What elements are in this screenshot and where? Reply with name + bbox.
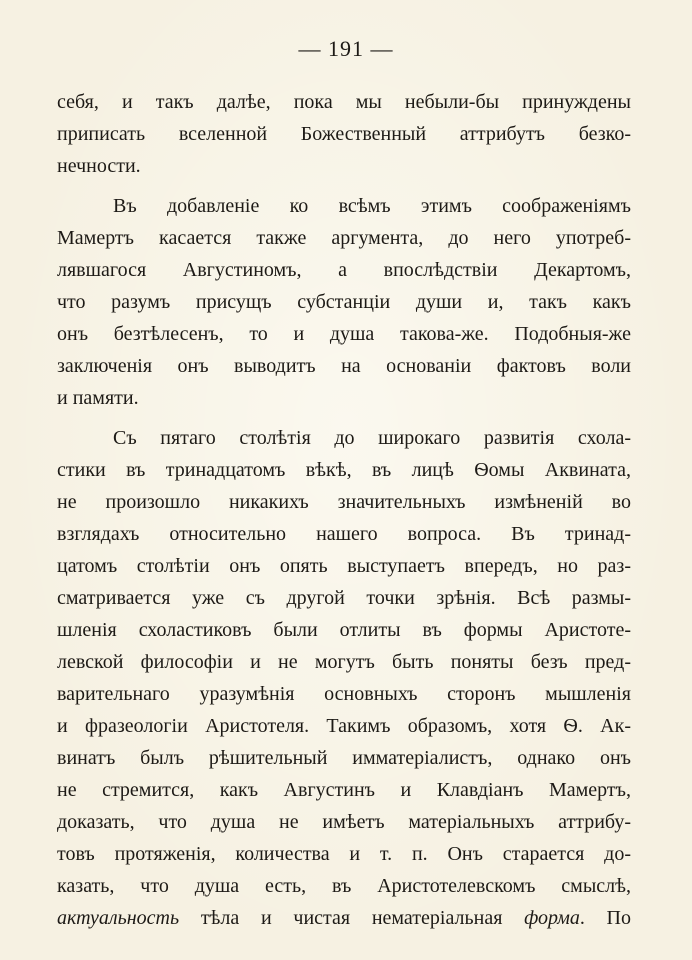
text-line: Съ пятаго столѣтія до широкаго развитія схола-	[113, 427, 631, 449]
text-line: себя, и такъ далѣе, пока мы небыли-бы принуждены	[57, 91, 631, 113]
text-line: варительнаго уразумѣнія основныхъ сторонъ мышленія	[57, 683, 631, 705]
text-line: и памяти.	[57, 387, 139, 409]
text-line: не стремится, какъ Августинъ и Клавдіанъ Мамертъ,	[57, 779, 631, 801]
paragraph-1	[57, 86, 631, 182]
text-line: лявшагося Августиномъ, а впослѣдствіи Декартомъ,	[57, 259, 631, 281]
text-line: нечности.	[57, 155, 141, 177]
text-line: винатъ былъ рѣшительный имматеріалистъ, однако онъ	[57, 747, 631, 769]
text-line: цатомъ столѣтіи онъ опять выступаетъ впередъ, но раз-	[57, 555, 631, 577]
page-number: — 191 —	[298, 36, 394, 61]
text-line: Въ добавленіе ко всѣмъ этимъ соображеніямъ	[113, 195, 631, 217]
text-line: товъ протяженія, количества и т. п. Онъ старается до-	[57, 843, 631, 865]
text-line: левской философіи и не могутъ быть поняты безъ пред-	[57, 651, 631, 673]
text-fragment: тѣла и чистая нематеріальная	[179, 907, 525, 929]
text-line: взглядахъ относительно нашего вопроса. Въ тринад-	[57, 523, 631, 545]
text-line: заключенія онъ выводитъ на основаніи фактовъ воли	[57, 355, 631, 377]
text-line: и фразеологіи Аристотеля. Такимъ образомъ, хотя Ѳ. Ак-	[57, 715, 631, 737]
text-line: шленія схоластиковъ были отлиты въ формы Аристоте-	[57, 619, 631, 641]
text-line: Мамертъ касается также аргумента, до него употреб-	[57, 227, 631, 249]
paragraph-2	[57, 190, 631, 414]
emphasized-term: форма	[524, 907, 580, 929]
text-line: доказать, что душа не имѣетъ матеріальныхъ аттрибу-	[57, 811, 631, 833]
text-line: стики въ тринадцатомъ вѣкѣ, въ лицѣ Ѳомы Аквината,	[57, 459, 631, 481]
text-line: не произошло никакихъ значительныхъ измѣненій во	[57, 491, 631, 513]
text-line: сматривается уже съ другой точки зрѣнія. Всѣ размы-	[57, 587, 631, 609]
text-line: что разумъ присущъ субстанціи души и, такъ какъ	[57, 291, 631, 313]
emphasized-term: актуальность	[57, 907, 180, 929]
text-line: онъ безтѣлесенъ, то и душа такова-же. Подобныя-же	[57, 323, 631, 345]
text-line: казать, что душа есть, въ Аристотелевскомъ смыслѣ,	[57, 875, 631, 897]
text-fragment: . По	[579, 907, 631, 929]
text-line: приписать вселенной Божественный аттрибутъ безко-	[57, 123, 631, 145]
text-line-final	[57, 902, 631, 934]
paragraph-3	[57, 422, 631, 934]
